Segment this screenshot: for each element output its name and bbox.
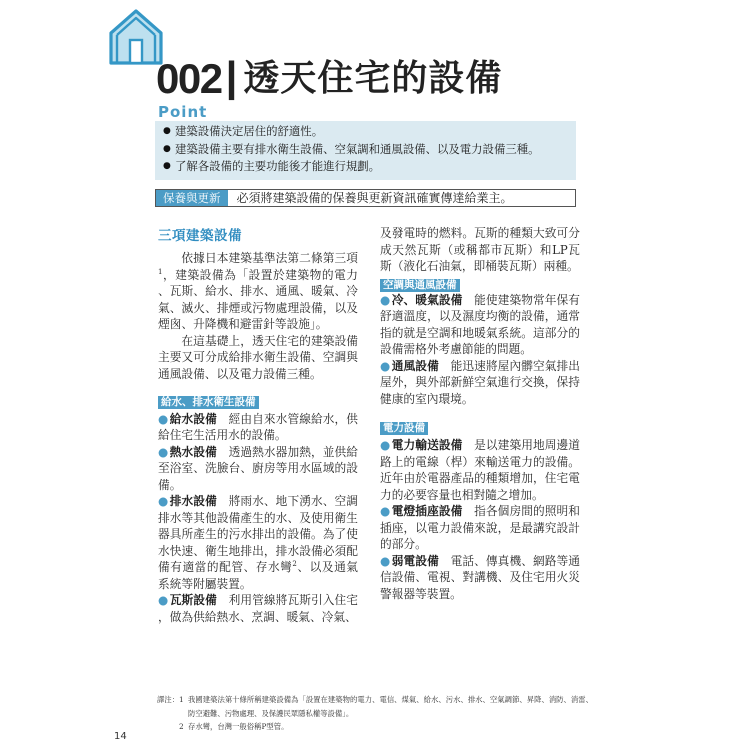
item-term: 冷、暖氣設備 — [391, 292, 463, 307]
left-column — [158, 228, 358, 625]
list-item — [380, 292, 580, 358]
list-item — [380, 437, 580, 503]
item-description: 將雨水、地下湧水、空調排水等其他設備產生的水、及使用衛生器具所產生的污水排出的設備。為了使水快速、衛生地排出，排水設備必須配備有適當的配管、存水彎 — [158, 494, 358, 574]
point-label: Point — [158, 103, 208, 121]
footnote-text: 我國建築法第十條所稱建築設備為「設置在建築物的電力、電信、煤氣、給水、污水、排水、空氣調節、昇降、消防、消雷、防空避難、污物處理、及保護民眾隱私權等設備」。 — [188, 695, 593, 718]
title-text: 透天住宅的設備 — [243, 58, 503, 99]
section-label: 電力設備 — [380, 422, 428, 435]
footnote-list — [179, 693, 593, 734]
list-item — [158, 493, 358, 592]
item-description: 、以及通氣系統等附屬裝置。 — [158, 560, 358, 591]
footnote-ref: 1 — [158, 267, 163, 276]
list-item — [158, 592, 358, 625]
footnote-text: 存水彎，台灣一般俗稱P型管。 — [188, 722, 289, 731]
intro-text: ，建築設備為「設置於建築物的電力、瓦斯、給水、排水、通風、暖氣、冷氣、滅火、排煙或污物處理設備，以及煙囪、升降機和避雷針等設施」。 — [158, 267, 358, 331]
item-term: 弱電設備 — [391, 553, 439, 568]
footnote-label: 譯注： — [157, 695, 180, 704]
list-item — [380, 358, 580, 408]
chapter-number: 002 — [156, 55, 222, 102]
title-separator: | — [225, 53, 238, 100]
item-description: 是以建築用地周邊道路上的電線（桿）來輸送電力的設備。近年由於電器產品的種類增加，住宅電力的必要容量也相對隨之增加。 — [380, 438, 580, 502]
right-column — [380, 225, 580, 602]
maintenance-text: 必須將建築設備的保養與更新資訊確實傳達給業主。 — [236, 191, 513, 205]
bullet-icon — [158, 411, 170, 428]
item-term: 電力輸送設備 — [391, 438, 463, 452]
list-item — [380, 553, 580, 603]
bullet-icon — [158, 592, 170, 609]
item-description: 能使建築物常年保有舒適溫度，以及濕度均衡的設備，通常指的就是空調和地暖氣系統。這部分的設備需格外考慮節能的問題。 — [380, 292, 580, 356]
section-label-row — [380, 278, 580, 291]
maintenance-label: 保養與更新 — [156, 190, 228, 206]
point-item — [155, 141, 576, 159]
item-term: 瓦斯設備 — [169, 593, 217, 607]
item-term: 通風設備 — [391, 358, 439, 373]
bullet-icon — [380, 437, 392, 454]
bullet-icon — [380, 292, 392, 309]
page-number: 14 — [114, 731, 127, 742]
section-label-row — [380, 421, 580, 434]
list-item — [158, 444, 358, 494]
item-description-continued: 及發電時的燃料。瓦斯的種類大致可分成天然瓦斯（或稱都市瓦斯）和LP瓦斯（液化石油氣，即桶裝瓦斯）兩種。 — [380, 226, 580, 273]
page-title — [156, 54, 502, 104]
maintenance-box — [155, 189, 576, 207]
bullet-icon — [380, 503, 392, 520]
footnote-number: 2 — [179, 722, 184, 731]
footnote-ref: 2 — [292, 560, 297, 569]
footnotes — [157, 693, 593, 734]
item-description: 經由自來水管線給水，供給住宅生活用水的設備。 — [158, 411, 358, 442]
point-box — [155, 121, 576, 180]
point-text: 建築設備決定居住的舒適性。 — [175, 124, 324, 138]
item-term: 熱水設備 — [169, 444, 217, 459]
point-item — [155, 123, 576, 141]
list-item — [380, 503, 580, 553]
section-label-row — [158, 395, 358, 408]
intro-paragraph — [158, 250, 358, 333]
item-description: 電話、傳真機、網路等通信設備、電視、對講機、及住宅用火災警報器等裝置。 — [380, 553, 580, 601]
item-description: 利用管線將瓦斯引入住宅，做為供給熱水、烹調、暖氣、冷氣、 — [158, 593, 358, 624]
bullet-icon — [163, 158, 175, 176]
section-label: 空調與通風設備 — [380, 279, 460, 292]
item-term: 給水設備 — [169, 411, 217, 426]
point-text: 了解各設備的主要功能後才能進行規劃。 — [175, 159, 381, 173]
bullet-icon — [158, 444, 170, 461]
point-text: 建築設備主要有排水衛生設備、空氣調和通風設備、以及電力設備三種。 — [175, 141, 540, 156]
intro-text: 依據日本建築基準法第二條第三項 — [181, 251, 358, 265]
item-term: 排水設備 — [169, 494, 217, 508]
bullet-icon — [380, 358, 392, 375]
section-label: 給水、排水衛生設備 — [158, 396, 259, 409]
footnote — [179, 693, 593, 720]
intro-paragraph: 在這基礎上，透天住宅的建築設備主要又可分成給排水衛生設備、空調與通風設備、以及電力設備三種。 — [158, 333, 358, 381]
footnote — [179, 720, 593, 734]
item-description: 能迅速將屋內髒空氣排出屋外，與外部新鮮空氣進行交換，保持健康的室內環境。 — [380, 358, 580, 406]
section-heading: 三項建築設備 — [158, 228, 242, 244]
item-description: 指各個房間的照明和插座，以電力設備來說，是最講究設計的部分。 — [380, 504, 580, 551]
bullet-icon — [163, 141, 175, 159]
list-item — [158, 411, 358, 444]
item-term: 電燈插座設備 — [391, 504, 463, 518]
bullet-icon — [163, 123, 175, 141]
item-description: 透過熱水器加熱，並供給至浴室、洗臉台、廚房等用水區域的設備。 — [158, 444, 358, 492]
point-item — [155, 158, 576, 176]
bullet-icon — [380, 553, 392, 570]
bullet-icon — [158, 493, 170, 510]
footnote-number: 1 — [179, 695, 184, 704]
